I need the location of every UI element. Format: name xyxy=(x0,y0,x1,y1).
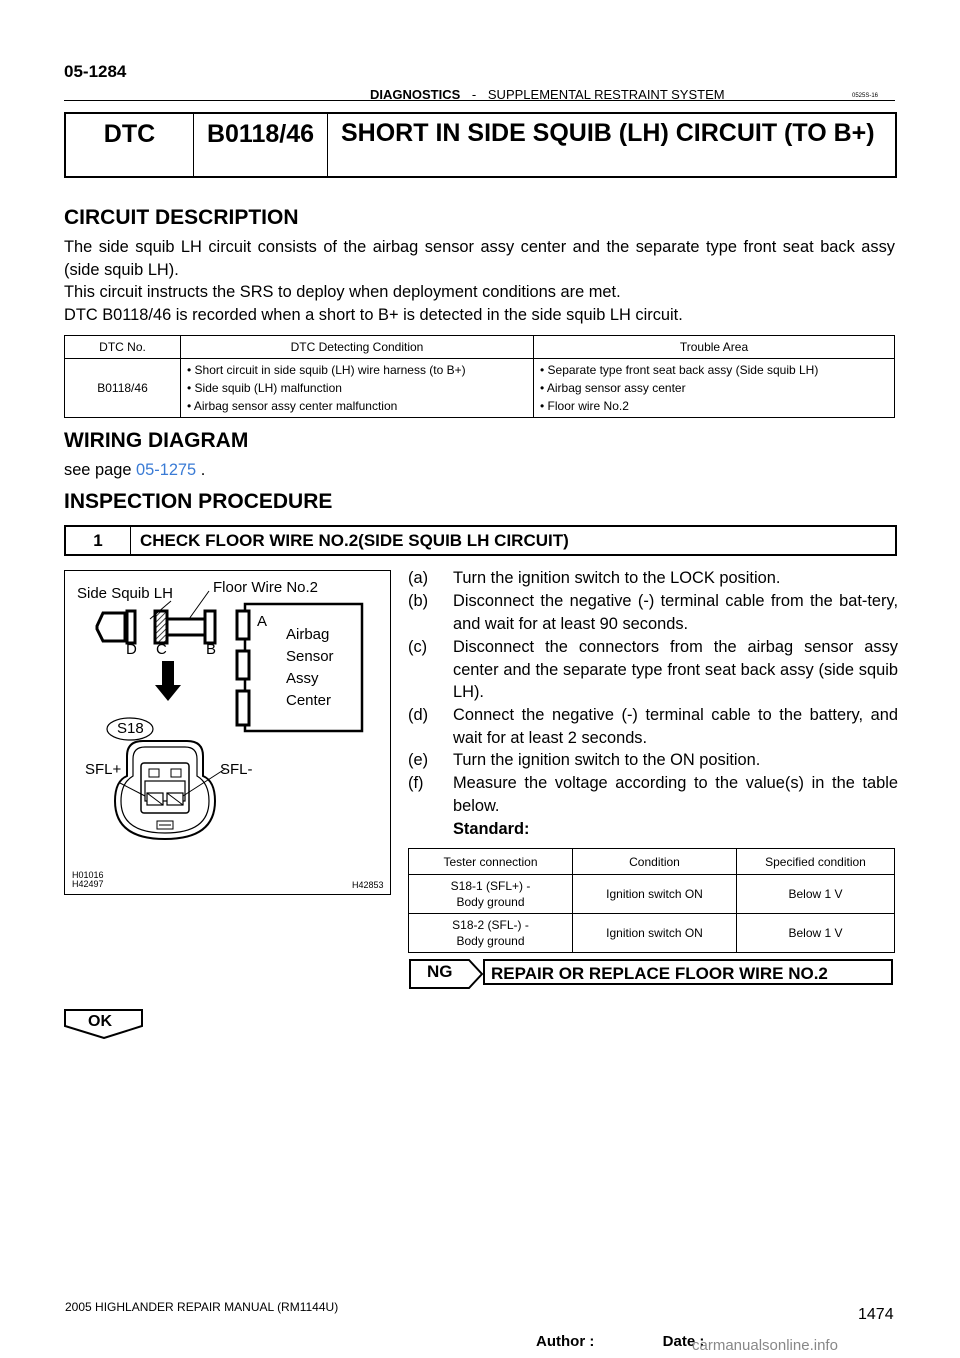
footer-page-number: 1474 xyxy=(858,1306,894,1323)
side-squib-label: Side Squib LH xyxy=(77,585,173,602)
trouble-area-cell xyxy=(534,359,895,418)
table-header: DTC No. xyxy=(65,336,181,359)
connector-c-label: C xyxy=(156,641,167,658)
figure-code: H42497 xyxy=(72,879,104,889)
airbag-label-line: Center xyxy=(286,692,332,709)
airbag-label-line: Assy xyxy=(286,670,319,687)
page-number: 05-1284 xyxy=(64,62,127,81)
circuit-description-body xyxy=(64,236,895,326)
spec-cell: Below 1 V xyxy=(737,914,895,953)
circuit-paragraph: DTC B0118/46 is recorded when a short to B+ is detected in the side squib LH circuit. xyxy=(64,305,683,324)
dtc-code: B0118/46 xyxy=(194,114,328,176)
floor-wire-shape xyxy=(167,619,205,635)
footer-author xyxy=(536,1333,704,1350)
connector-c-shape xyxy=(155,611,167,643)
connector-a-shape xyxy=(237,611,249,639)
table-row xyxy=(409,914,895,953)
wiring-page-link[interactable]: 05-1275 xyxy=(136,461,197,479)
arrow-shaft xyxy=(162,661,174,687)
connector-b-label: B xyxy=(206,641,217,658)
ok-label: OK xyxy=(88,1013,112,1030)
procedure-text: Disconnect the negative (-) terminal cable from the bat-tery, and wait for at least 90 seconds. xyxy=(453,592,898,633)
footer-date-label: Date : xyxy=(662,1333,705,1350)
procedure-label: (b) xyxy=(408,592,429,610)
header-subsection: SUPPLEMENTAL RESTRAINT SYSTEM xyxy=(487,87,725,102)
figure-code: H01016 xyxy=(72,870,104,880)
step-box xyxy=(64,525,897,556)
wiring-diagram-text xyxy=(64,459,205,482)
table-header-row xyxy=(65,336,895,359)
airbag-label-line: Sensor xyxy=(286,648,334,665)
dtc-table xyxy=(64,335,895,418)
wiring-text-prefix: see page xyxy=(64,461,132,479)
table-header-row xyxy=(409,849,895,875)
area-item: • Floor wire No.2 xyxy=(540,399,629,413)
footer-manual: 2005 HIGHLANDER REPAIR MANUAL (RM1144U) xyxy=(65,1300,339,1314)
table-row xyxy=(409,875,895,914)
sfl-minus-label: SFL- xyxy=(220,761,253,778)
dtc-title-box xyxy=(64,112,897,178)
procedure-list xyxy=(408,567,898,847)
wiring-text-suffix: . xyxy=(200,461,206,479)
header-separator: - xyxy=(471,87,477,102)
circuit-paragraph: The side squib LH circuit consists of the airbag sensor assy center and the separate type front seat back assy (side squib LH). xyxy=(64,238,895,279)
header-code: 0525S-16 xyxy=(852,93,879,99)
connector-diagram xyxy=(65,571,390,894)
wiring-diagram-heading: WIRING DIAGRAM xyxy=(64,429,249,452)
table-header: Tester connection xyxy=(409,849,573,875)
procedure-label: (a) xyxy=(408,569,429,587)
table-header: Condition xyxy=(573,849,737,875)
ok-box xyxy=(64,1009,144,1039)
table-header: DTC Detecting Condition xyxy=(181,336,534,359)
standard-label: Standard: xyxy=(453,820,530,838)
condition-item: • Side squib (LH) malfunction xyxy=(187,381,342,395)
circuit-description-heading: CIRCUIT DESCRIPTION xyxy=(64,206,299,229)
procedure-label: (d) xyxy=(408,706,429,724)
tester-connection-line: Body ground xyxy=(456,895,525,909)
footer-author-label: Author : xyxy=(536,1333,595,1350)
table-header: Specified condition xyxy=(737,849,895,875)
connector-d-label: D xyxy=(126,641,137,658)
header-section-name: DIAGNOSTICS xyxy=(370,87,461,102)
procedure-label: (c) xyxy=(408,638,428,656)
step-number: 1 xyxy=(66,527,131,554)
connector-a-label: A xyxy=(257,613,268,630)
tester-connection-line: S18-1 (SFL+) - xyxy=(450,879,531,893)
tester-connection-line: S18-2 (SFL-) - xyxy=(452,918,529,932)
connector-b-shape xyxy=(205,611,215,643)
circuit-paragraph: This circuit instructs the SRS to deploy when deployment conditions are met. xyxy=(64,283,621,301)
dtc-title: SHORT IN SIDE SQUIB (LH) CIRCUIT (TO B+) xyxy=(341,119,875,147)
connector-face-icon xyxy=(115,741,215,839)
dtc-no-cell: B0118/46 xyxy=(65,359,181,418)
sensor-connector-shape xyxy=(237,691,249,725)
connector-d-shape xyxy=(127,611,135,643)
table-row xyxy=(65,359,895,418)
watermark: carmanualsonline.info xyxy=(692,1337,838,1354)
airbag-label-line: Airbag xyxy=(286,626,330,643)
tester-connection-cell xyxy=(409,875,573,914)
sfl-plus-label: SFL+ xyxy=(85,761,122,778)
procedure-text: Disconnect the connectors from the airbag sensor assy center and the separate type front seat back assy (side squib LH). xyxy=(453,638,898,702)
procedure-label: (e) xyxy=(408,751,429,769)
procedure-text: Turn the ignition switch to the LOCK position. xyxy=(453,569,781,587)
ng-label: NG xyxy=(427,962,453,981)
ng-result: REPAIR OR REPLACE FLOOR WIRE NO.2 xyxy=(483,959,893,985)
spec-cell: Below 1 V xyxy=(737,875,895,914)
dtc-label: DTC xyxy=(66,114,194,176)
area-item: • Separate type front seat back assy (Side squib LH) xyxy=(540,363,819,377)
condition-item: • Airbag sensor assy center malfunction xyxy=(187,399,398,413)
tester-connection-line: Body ground xyxy=(456,934,525,948)
inspection-heading: INSPECTION PROCEDURE xyxy=(64,490,333,513)
s18-label: S18 xyxy=(117,720,144,737)
down-arrow-icon xyxy=(155,685,181,701)
header-divider xyxy=(64,100,895,101)
figure-codes xyxy=(72,871,104,889)
sensor-connector-shape xyxy=(237,651,249,679)
detecting-condition-cell xyxy=(181,359,534,418)
tester-connection-cell xyxy=(409,914,573,953)
procedure-label: (f) xyxy=(408,774,424,792)
condition-cell: Ignition switch ON xyxy=(573,914,737,953)
condition-item: • Short circuit in side squib (LH) wire harness (to B+) xyxy=(187,363,466,377)
side-squib-plug-shape xyxy=(97,613,125,641)
standard-table xyxy=(408,848,895,953)
procedure-text: Measure the voltage according to the value(s) in the table below. xyxy=(453,774,898,815)
figure-code: H42853 xyxy=(352,880,384,890)
condition-cell: Ignition switch ON xyxy=(573,875,737,914)
floor-wire-label: Floor Wire No.2 xyxy=(213,579,319,596)
step-title: CHECK FLOOR WIRE NO.2(SIDE SQUIB LH CIRCUIT) xyxy=(140,531,569,550)
table-header: Trouble Area xyxy=(534,336,895,359)
ng-box xyxy=(409,959,480,985)
procedure-text: Connect the negative (-) terminal cable to the battery, and wait for at least 2 seconds. xyxy=(453,706,898,747)
procedure-text: Turn the ignition switch to the ON position. xyxy=(453,751,761,769)
airbag-sensor-label xyxy=(286,624,334,712)
connector-figure xyxy=(64,570,391,895)
area-item: • Airbag sensor assy center xyxy=(540,381,686,395)
